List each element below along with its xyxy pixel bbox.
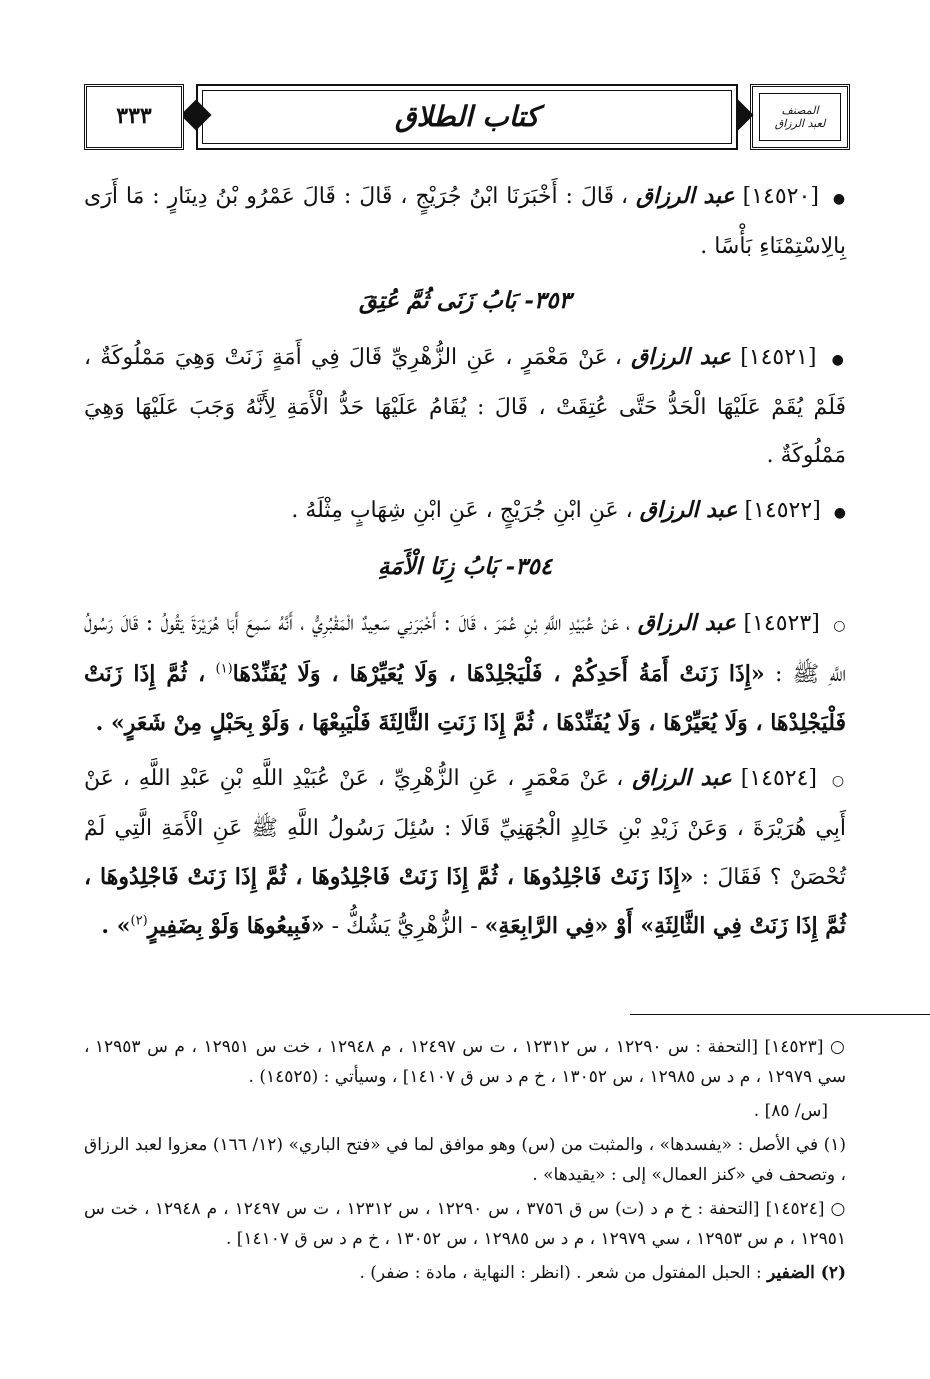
author-name: عبد الرزاق: [631, 344, 732, 370]
page-header: [84, 84, 850, 154]
chapter-heading: ٣٥٣- بَابُ زَنَى ثُمَّ عُتِقَ: [359, 287, 571, 314]
emblem-line-2: لعبد الرزاق: [774, 117, 826, 130]
footnote-text: [س/ ٨٥] .: [753, 1101, 828, 1121]
hadith-14521: [84, 333, 846, 480]
book-title: كتاب الطلاق: [394, 100, 540, 133]
book-emblem: [759, 93, 841, 141]
author-name: عبد الرزاق: [639, 497, 738, 523]
footnote-2: [84, 1258, 846, 1288]
footnotes: [84, 1032, 846, 1292]
hadith-14522: [84, 486, 846, 537]
author-name: عبد الرزاق: [632, 765, 732, 791]
hadith-number: [١٤٥٢٠]: [742, 184, 819, 209]
hadith-text: ، قَالَ : أَخْبَرَنَا ابْنُ جُرَيْجٍ ، قَالَ : قَالَ عَمْرُو بْنُ دِينَارٍ : مَا أَرَى بِالِاسْتِمْنَاءِ بَأْسًا .: [84, 184, 846, 259]
book-emblem-frame: [750, 84, 850, 150]
footnote-takhrij-14524: [84, 1194, 846, 1254]
hadith-14524: [84, 754, 846, 951]
hadith-text: ، عَنْ مَعْمَرٍ ، عَنِ الزُّهْرِيِّ قَالَ فِي أَمَةٍ زَنَتْ وَهِيَ مَمْلُوكَةٌ ، فَلَمْ يُقَمْ عَلَيْهَا الْحَدُّ حَتَّى عُتِقَتْ ، قَالَ : يُقَامُ عَلَيْهَا حَدُّ الْأَمَةِ لِأَنَّهُ وَجَبَ عَلَيْهَا وَهِيَ مَمْلُوكَةٌ .: [84, 345, 846, 468]
filled-bullet-icon: ●: [832, 191, 846, 207]
hollow-bullet-icon: ○: [833, 618, 847, 634]
page-number: ٣٣٣: [116, 103, 152, 129]
footnote-text: [١٤٥٢٣] [التحفة : س ١٢٢٩٠ ، س ١٢٣١٢ ، ت س ١٢٤٩٧ ، م ١٢٩٤٨ ، خت س ١٢٩٥١ ، م س ١٢٩٥٣ ، سي ١٢٩٧٩ ، م د س ١٢٩٨٥ ، س ١٣٠٥٢ ، خ م د س ق ١٤١٠٧] ، وسيأتي : (١٤٥٢٥) .: [84, 1037, 846, 1087]
footnote-text: [١٤٥٢٤] [التحفة : خ م د (ت) س ق ٣٧٥٦ ، س ١٢٢٩٠ ، س ١٢٣١٢ ، ت س ١٢٤٩٧ ، م ١٢٩٤٨ ، خت س ١٢٩٥١ ، م س ١٢٩٥٣ ، سي ١٢٩٧٩ ، م د س ١٢٩٨٥ ، س ١٣٠٥٢ ، خ م د س ق ١٤١٠٧] .: [84, 1199, 846, 1249]
footnote-manuscript-ref: [84, 1096, 846, 1126]
author-name: عبد الرزاق: [636, 183, 735, 209]
hadith-text: ، عَنِ ابْنِ جُرَيْجٍ ، عَنِ ابْنِ شِهَابٍ مِثْلَهُ .: [291, 498, 633, 523]
hadith-number: [١٤٥٢١]: [740, 345, 817, 370]
hollow-bullet-icon: ○: [823, 1037, 846, 1057]
hadith-number: [١٤٥٢٣]: [743, 611, 820, 636]
main-text: [84, 172, 846, 957]
hadith-14523: [84, 599, 846, 748]
footnote-marker: (١): [215, 661, 233, 677]
filled-bullet-icon: ●: [833, 505, 846, 521]
footnote-text: (١) في الأصل : «يفسدها» ، والمثبت من (س) وهو موافق لما في «فتح الباري» (١٢/ ١٦٦) معزوا لعبد الرزاق ، وتصحف في «كنز العمال» إلى : «يقيدها» .: [84, 1135, 847, 1185]
filled-bullet-icon: ●: [831, 352, 846, 368]
prophetic-text: ، ثُمَّ إِذَا زَنَتْ فَلْيَجْلِدْهَا ، وَلَا يُعَيِّرْهَا ، وَلَا يُفَنِّدْهَا ، ثُمَّ إِذَا زَنَتِ الثَّالِثَةَ فَلْيَبِعْهَا ، وَلَوْ بِحَبْلٍ مِنْ شَعَرٍ» .: [84, 661, 846, 736]
footnote-divider: [630, 1014, 930, 1015]
closing-quote: » .: [101, 913, 131, 939]
hadith-number: [١٤٥٢٤]: [740, 766, 818, 791]
author-name: عبد الرزاق: [637, 610, 737, 636]
hadith-number: [١٤٥٢٢]: [744, 498, 821, 523]
hadith-14520: [84, 172, 846, 271]
hadith-text: ، عَنْ عُبَيْدِ اللَّهِ بْنِ عُمَرَ ، قَالَ : أَخْبَرَنِي سَعِيدٌ الْمَقْبُرِيُّ ، أَنَّهُ سَمِعَ أَبَا هُرَيْرَةَ يَقُولُ : قَالَ رَسُولُ اللَّهِ ﷺ :: [84, 611, 847, 687]
hollow-bullet-icon: ○: [831, 773, 846, 789]
prophetic-text: «فَبِيعُوهَا وَلَوْ بِضَفِيرٍ: [147, 913, 325, 939]
footnote-takhrij-14523: [84, 1032, 846, 1092]
footnote-marker: (٢): [130, 913, 148, 929]
footnote-term: (٢) الضفير: [767, 1263, 846, 1283]
hollow-bullet-icon: ○: [824, 1199, 846, 1219]
emblem-line-1: المصنف: [781, 103, 819, 117]
prophetic-text: «إِذَا زَنَتْ فَاجْلِدُوهَا ، ثُمَّ إِذَا زَنَتْ فَاجْلِدُوهَا ، ثُمَّ إِذَا زَنَتْ فَاجْلِدُوهَا ، ثُمَّ إِذَا زَنَتْ فِي الثَّالِثَةِ» أَوْ «فِي الرَّابِعَةِ»: [84, 864, 846, 939]
footnote-text: : الحبل المفتول من شعر . (انظر : النهاية ، مادة : ضفر) .: [359, 1263, 762, 1283]
title-frame: [196, 84, 738, 150]
chapter-heading: ٣٥٤- بَابُ زِنَا الْأَمَةِ: [377, 553, 553, 580]
hadith-text: ، عَنْ مَعْمَرٍ ، عَنِ الزُّهْرِيِّ ، عَنْ عُبَيْدِ اللَّهِ بْنِ عَبْدِ اللَّهِ ، عَنْ أَبِي هُرَيْرَةَ ، وَعَنْ زَيْدِ بْنِ خَالِدٍ الْجُهَنِيِّ قَالَا : سُئِلَ رَسُولُ اللَّهِ ﷺ عَنِ الْأَمَةِ الَّتِي لَمْ تُحْصَنْ ؟ فَقَالَ :: [84, 766, 846, 890]
hadith-text: - الزُّهْرِيُّ يَشُكُّ -: [331, 914, 478, 939]
footnote-1: [84, 1130, 846, 1190]
prophetic-text: «إِذَا زَنَتْ أَمَةُ أَحَدِكُمْ ، فَلْيَجْلِدْهَا ، وَلَا يُعَيِّرْهَا ، وَلَا يُفَنِّدْهَا: [232, 661, 765, 687]
page-number-frame: [84, 84, 184, 150]
